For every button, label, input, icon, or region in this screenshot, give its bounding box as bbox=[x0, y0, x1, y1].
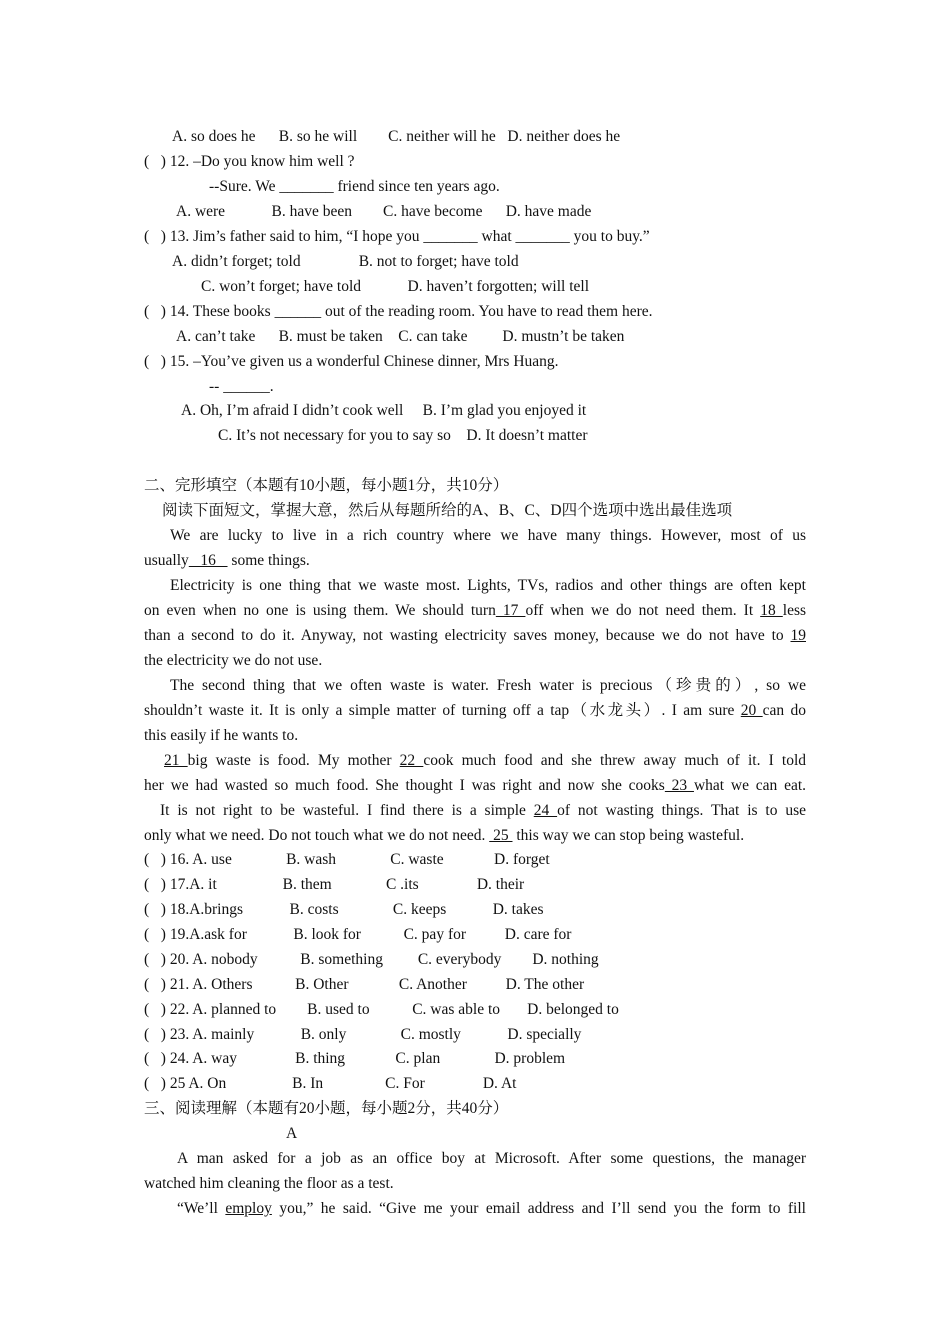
question-14-options: A. can’t take B. must be taken C. can take D. mustn’t be taken bbox=[176, 328, 625, 345]
cloze-option-23: ( ) 23. A. mainly B. only C. mostly D. specially bbox=[144, 1026, 582, 1043]
question-12-reply: --Sure. We _______ friend since ten years ago. bbox=[209, 178, 500, 195]
blank-19: 19 bbox=[790, 627, 806, 644]
question-12: ( ) 12. –Do you know him well ? bbox=[144, 153, 355, 170]
blank-22: 22 bbox=[399, 752, 424, 769]
question-13-options-1: A. didn’t forget; told B. not to forget; have told bbox=[172, 253, 519, 270]
text: It is not right to be wasteful. I find there is a simple bbox=[160, 802, 534, 819]
cloze-p2-line2 bbox=[144, 602, 806, 620]
text: on even when no one is using them. We should turn bbox=[144, 602, 496, 619]
blank-21: 21 bbox=[164, 752, 188, 769]
reading-p1-line2: watched him cleaning the floor as a test. bbox=[144, 1175, 394, 1192]
text: can do bbox=[762, 702, 807, 719]
blank-18: 18 bbox=[760, 602, 783, 619]
text: this way we can stop being wasteful. bbox=[512, 827, 745, 844]
cloze-p2-line3 bbox=[144, 627, 806, 645]
question-14: ( ) 14. These books ______ out of the reading room. You have to read them here. bbox=[144, 303, 653, 320]
question-15-options-2: C. It’s not necessary for you to say so D. It doesn’t matter bbox=[218, 427, 588, 444]
question-12-options: A. were B. have been C. have become D. have made bbox=[176, 203, 592, 220]
text: some things. bbox=[227, 552, 310, 569]
blank-20: 20 bbox=[740, 702, 763, 719]
text: her we had wasted so much food. She thought I was right and now she cooks bbox=[144, 777, 665, 794]
cloze-p2-line4: the electricity we do not use. bbox=[144, 652, 323, 669]
text: “We’ll bbox=[177, 1200, 226, 1217]
passage-label: A bbox=[286, 1125, 298, 1142]
cloze-option-21: ( ) 21. A. Others B. Other C. Another D. The other bbox=[144, 976, 585, 993]
reading-p1-line1: A man asked for a job as an office boy at Microsoft. After some questions, the manager bbox=[177, 1150, 806, 1167]
cloze-option-16: ( ) 16. A. use B. wash C. waste D. forget bbox=[144, 851, 550, 868]
cloze-option-20: ( ) 20. A. nobody B. something C. everybody D. nothing bbox=[144, 951, 599, 968]
text: usually bbox=[144, 552, 189, 569]
blank-16: 16 bbox=[188, 552, 228, 569]
cloze-p4-line1 bbox=[164, 752, 806, 770]
cloze-option-25: ( ) 25 A. On B. In C. For D. At bbox=[144, 1075, 517, 1092]
q11-options: A. so does he B. so he will C. neither will he D. neither does he bbox=[172, 128, 621, 145]
cloze-p2-line1: Electricity is one thing that we waste most. Lights, TVs, radios and other things are often kept bbox=[170, 577, 806, 594]
reading-p2-line1 bbox=[177, 1200, 806, 1218]
cloze-p1-line2 bbox=[144, 552, 310, 570]
blank-25: 25 bbox=[489, 827, 513, 844]
question-15-reply: -- ______. bbox=[209, 378, 274, 395]
text: you,” he said. “Give me your email address and I’ll send you the form to fill bbox=[271, 1200, 806, 1217]
cloze-p3-line2 bbox=[144, 702, 806, 720]
cloze-p5-line2 bbox=[144, 827, 744, 845]
text: big waste is food. My mother bbox=[187, 752, 400, 769]
text: than a second to do it. Anyway, not wasting electricity saves money, because we do not have to bbox=[144, 627, 791, 644]
text: of not wasting things. That is to use bbox=[557, 802, 806, 819]
text: what we can eat. bbox=[693, 777, 807, 794]
cloze-p1-line1: We are lucky to live in a rich country where we have many things. However, most of us bbox=[170, 527, 806, 544]
cloze-p4-line2 bbox=[144, 777, 806, 795]
section-3-heading: 三、阅读理解（本题有20小题，每小题2分，共40分） bbox=[144, 1100, 509, 1117]
text: only what we need. Do not touch what we do not need. bbox=[144, 827, 490, 844]
cloze-option-18: ( ) 18.A.brings B. costs C. keeps D. takes bbox=[144, 901, 544, 918]
blank-17: 17 bbox=[495, 602, 526, 619]
question-13: ( ) 13. Jim’s father said to him, “I hope you _______ what _______ you to buy.” bbox=[144, 228, 650, 245]
section-2-heading: 二、完形填空（本题有10小题，每小题1分，共10分） bbox=[144, 477, 509, 494]
cloze-p3-line3: this easily if he wants to. bbox=[144, 727, 299, 744]
text: off when we do not need them. It bbox=[525, 602, 761, 619]
text: cook much food and she threw away much of it. I told bbox=[423, 752, 807, 769]
question-15: ( ) 15. –You’ve given us a wonderful Chinese dinner, Mrs Huang. bbox=[144, 353, 559, 370]
question-15-options-1: A. Oh, I’m afraid I didn’t cook well B. I’m glad you enjoyed it bbox=[181, 402, 587, 419]
section-2-instruction: 阅读下面短文，掌握大意，然后从每题所给的A、B、C、D四个选项中选出最佳选项 bbox=[162, 502, 733, 519]
cloze-p3-line1: The second thing that we often waste is water. Fresh water is precious（珍贵的）, so we bbox=[170, 677, 806, 694]
cloze-option-19: ( ) 19.A.ask for B. look for C. pay for D. care for bbox=[144, 926, 572, 943]
text: shouldn’t waste it. It is only a simple matter of turning off a tap（水龙头）. I am sure bbox=[144, 702, 741, 719]
underlined-word: employ bbox=[225, 1200, 272, 1217]
cloze-option-24: ( ) 24. A. way B. thing C. plan D. problem bbox=[144, 1050, 566, 1067]
blank-24: 24 bbox=[533, 802, 558, 819]
cloze-option-22: ( ) 22. A. planned to B. used to C. was able to D. belonged to bbox=[144, 1001, 619, 1018]
cloze-p5-line1 bbox=[160, 802, 806, 820]
blank-23: 23 bbox=[664, 777, 694, 794]
cloze-option-17: ( ) 17.A. it B. them C .its D. their bbox=[144, 876, 525, 893]
text: less bbox=[782, 602, 807, 619]
question-13-options-2: C. won’t forget; have told D. haven’t forgotten; will tell bbox=[201, 278, 590, 295]
